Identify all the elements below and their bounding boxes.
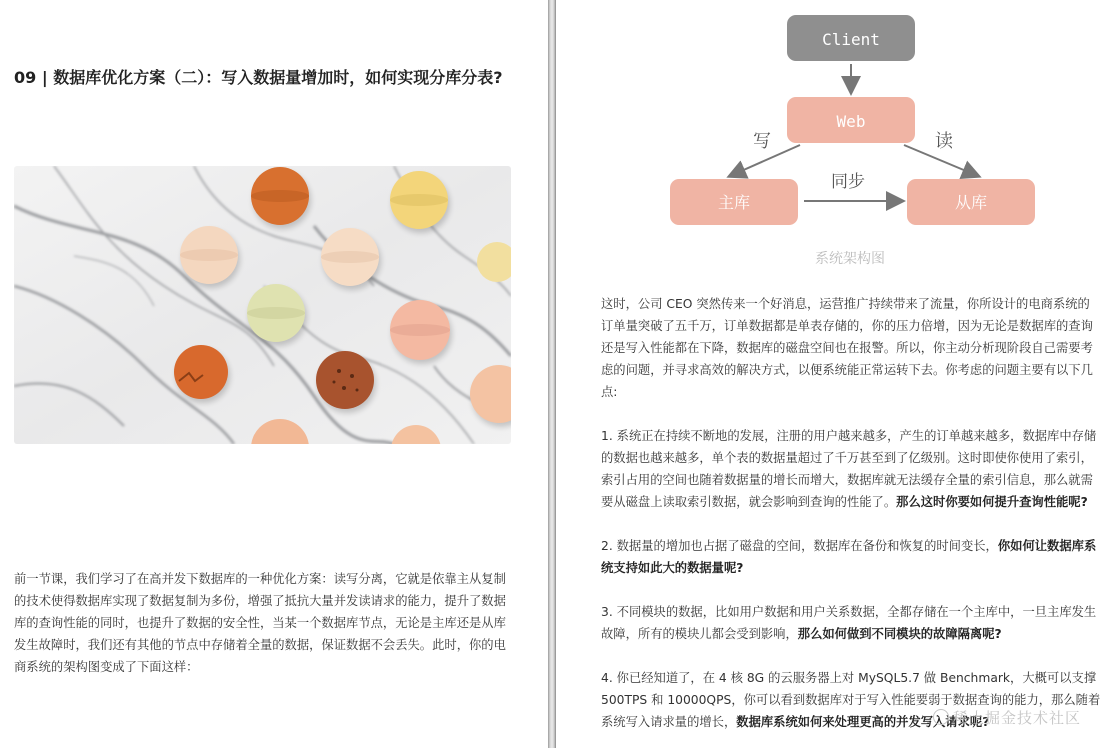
watermark — [933, 707, 1081, 728]
architecture-diagram — [652, 0, 1052, 276]
read-label: 读 — [935, 131, 953, 152]
intro-paragraph: 前一节课，我们学习了在高并发下数据库的一种优化方案：读写分离，它就是依靠主从复制的技术使得数据库实现了数据复制为多份，增强了抵抗大量并发读请求的能力，提升了数据库的查询性能的同时，也提升了数据的安全性，当某一个数据库节点，无论是主库还是从库发生故障时，我们还有其他的节点中存储着全量的数据，保证数据不会丢失。此时，你的电商系统的架构图变成了下面这样： — [14, 572, 506, 674]
write-label: 写 — [753, 131, 771, 152]
diagram-caption: 系统架构图 — [815, 251, 885, 267]
list-item-1-text: 1. 系统正在持续不断地的发展，注册的用户越来越多，产生的订单越来越多，数据库中存储的数据也越来越多，单个表的数据量超过了千万甚至到了亿级别。这时即使你使用了索引，索引占用的空间也随着数据量的增长而增大，数据库就无法缓存全量的索引信息，那么就需要从磁盘上读取索引数据，就会影响到查询的性能了。 — [601, 429, 1097, 509]
macaron-photo — [14, 166, 511, 444]
slave-label: 从库 — [954, 193, 988, 212]
left-page — [0, 0, 548, 748]
right-page — [556, 0, 1110, 748]
list-item-2-question: 你如何让数据库系统支持如此大的数据量呢? — [601, 539, 1097, 575]
macaron-image — [14, 166, 511, 444]
list-item-1 — [601, 425, 1101, 513]
list-item-2 — [601, 535, 1101, 579]
para-intro: 这时，公司 CEO 突然传来一个好消息，运营推广持续带来了流量，你所设计的电商系统的订单量突破了五千万，订单数据都是单表存储的，你的压力倍增，因为无论是数据库的查询还是写入性能都在下降，数据库的磁盘空间也在报警。所以，你主动分析现阶段自己需要考虑的问题，并寻求高效的解决方式，以便系统能正常运转下去。你考虑的问题主要有以下几点: — [601, 297, 1093, 399]
list-item-4-text: 4. 你已经知道了，在 4 核 8G 的云服务器上对 MySQL5.7 做 Benchmark，大概可以支撑 500TPS 和 10000QPS，你可以看到数据库对于写入性能要弱于数据查询的能力，那么随着系统写入请求量的增长， — [601, 671, 1101, 729]
list-item-4-question: 数据库系统如何来处理更高的并发写入请求呢? — [736, 715, 990, 729]
master-label: 主库 — [717, 193, 751, 212]
list-item-3-text: 3. 不同模块的数据，比如用户数据和用户关系数据，全都存储在一个主库中，一旦主库发生故障，所有的模块儿都会受到影响， — [601, 605, 1097, 641]
watermark-text: 稀土掘金技术社区 — [953, 709, 1082, 727]
page-gutter — [548, 0, 556, 748]
watermark-icon — [933, 709, 949, 725]
list-item-1-question: 那么这时你要如何提升查询性能呢? — [896, 495, 1088, 509]
article-title: 09 | 数据库优化方案（二）：写入数据量增加时，如何实现分库分表? — [14, 68, 503, 87]
list-item-2-text: 2. 数据量的增加也占据了磁盘的空间，数据库在备份和恢复的时间变长， — [601, 539, 998, 553]
article-body — [601, 293, 1101, 748]
list-item-3 — [601, 601, 1101, 645]
client-label: Client — [822, 30, 880, 49]
sync-label: 同步 — [831, 172, 865, 192]
list-item-3-question: 那么如何做到不同模块的故障隔离呢? — [797, 627, 1002, 641]
web-label: Web — [836, 112, 866, 131]
